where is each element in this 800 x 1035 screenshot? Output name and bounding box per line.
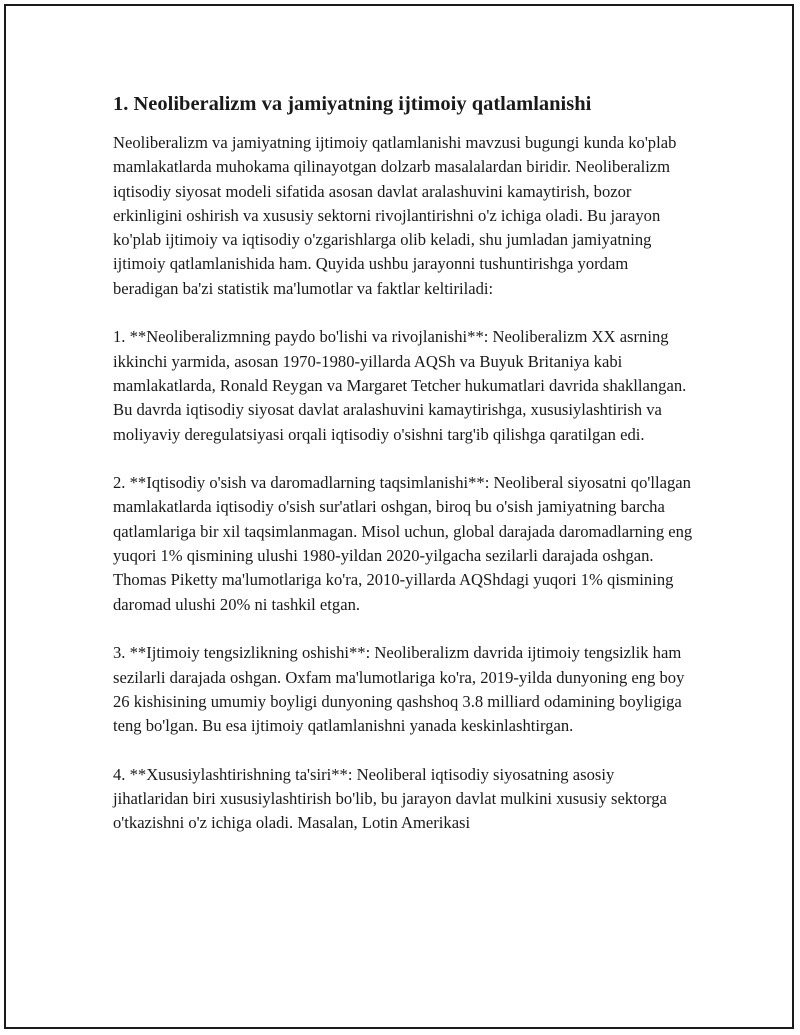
point-4-paragraph: 4. **Xususiylashtirishning ta'siri**: Neoliberal iqtisodiy siyosatning asosiy jihatlaridan biri xususiylashtirish bo'lib, bu jarayon davlat mulkini xususiy sektorga o'tkazishni o'z ichiga oladi. Masalan, Lotin Amerikasi [113, 764, 667, 833]
intro-paragraph: Neoliberalizm va jamiyatning ijtimoiy qatlamlanishi mavzusi bugungi kunda ko'plab mamlakatlarda muhokama qilinayotgan dolzarb masalalardan biridir. Neoliberalizm iqtisodiy siyosat modeli sifatida asosan davlat aralashuvini kamaytirish, bozor erkinligini oshirish va xususiy sektorni rivojlantirishni o'z ichiga oladi. Bu jarayon ko'plab ijtimoiy va iqtisodiy o'zgarishlarga olib keladi, shu jumladan jamiyatning ijtimoiy qatlamlanishida ham. Quyida ushbu jarayonni tushuntirishga yordam beradigan ba'zi statistik ma'lumotlar va faktlar keltiriladi: [113, 133, 677, 298]
document-body [113, 90, 693, 860]
document-title: 1. Neoliberalizm va jamiyatning ijtimoiy qatlamlanishi [113, 93, 592, 115]
point-2-paragraph: 2. **Iqtisodiy o'sish va daromadlarning taqsimlanishi**: Neoliberal siyosatni qo'llagan mamlakatlarda iqtisodiy o'sish sur'atlari oshgan, biroq bu o'sish jamiyatning barcha qatlamlariga bir xil taqsimlanmagan. Misol uchun, global darajada daromadlarning eng yuqori 1% qismining ulushi 1980-yildan 2020-yilgacha sezilarli darajada oshgan. Thomas Piketty ma'lumotlariga ko'ra, 2010-yillarda AQShdagi yuqori 1% qismining daromad ulushi 20% ni tashkil etgan. [113, 473, 693, 614]
point-1-paragraph: 1. **Neoliberalizmning paydo bo'lishi va rivojlanishi**: Neoliberalizm XX asrning ikkinchi yarmida, asosan 1970-1980-yillarda AQSh va Buyuk Britaniya kabi mamlakatlarda, Ronald Reygan va Margaret Tetcher hukumatlari davrida shakllangan. Bu davrda iqtisodiy siyosat davlat aralashuvini kamaytirishga, xususiylashtirish va moliyaviy deregulatsiyasi orqali iqtisodiy o'sishni targ'ib qilishga qaratilgan edi. [113, 327, 687, 444]
point-3-paragraph: 3. **Ijtimoiy tengsizlikning oshishi**: Neoliberalizm davrida ijtimoiy tengsizlik ham sezilarli darajada oshgan. Oxfam ma'lumotlariga ko'ra, 2019-yilda dunyoning eng boy 26 kishisining umumiy boyligi dunyoning qashshoq 3.8 milliard odamining boyligiga teng bo'lgan. Bu esa ijtimoiy qatlamlanishni yanada keskinlashtirgan. [113, 643, 685, 736]
